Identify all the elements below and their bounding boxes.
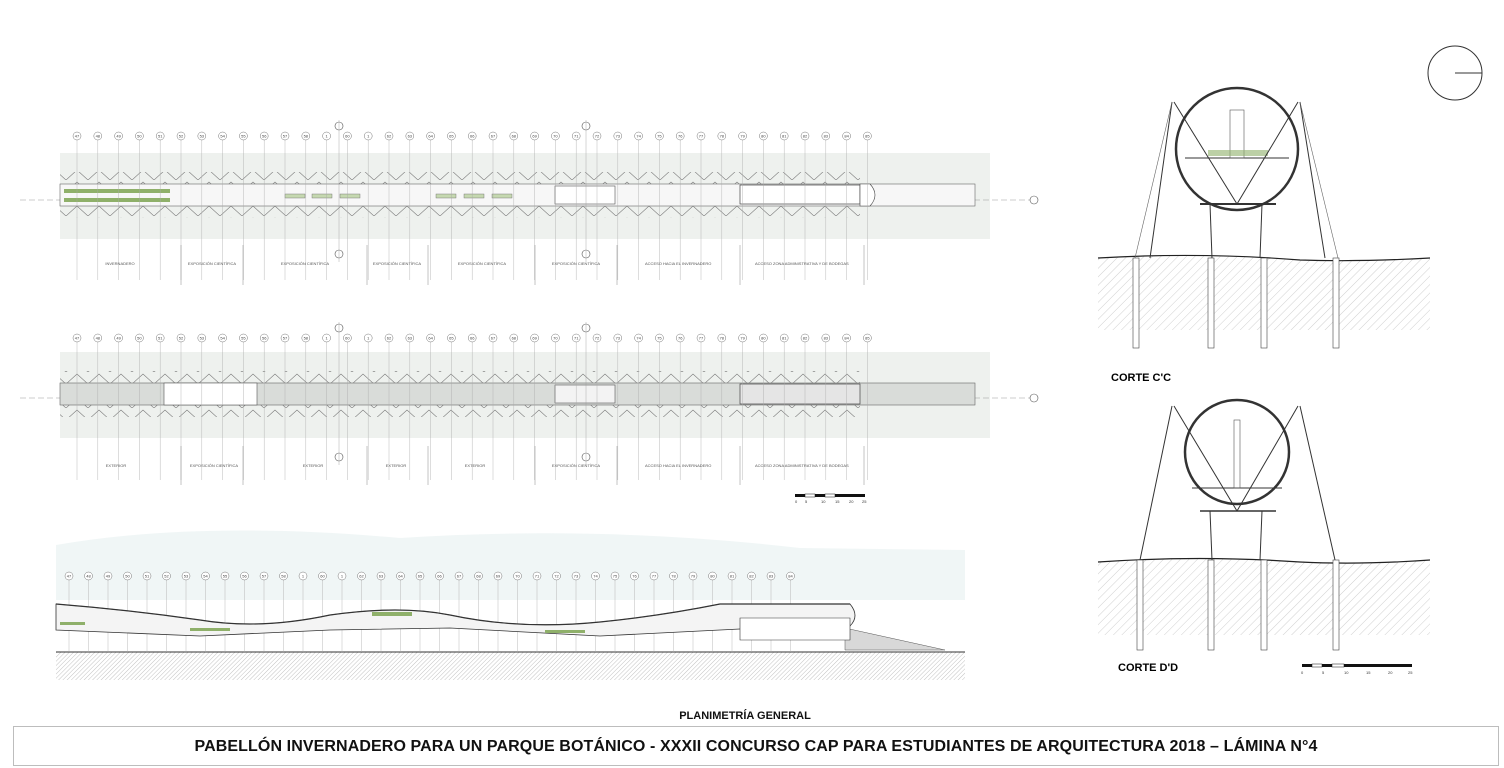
- plan2-zone-label: EXTERIOR: [105, 463, 127, 468]
- grid-axis-label: 80: [710, 573, 715, 579]
- grid-axis-label: 50: [137, 133, 142, 139]
- grid-axis-label: 53: [199, 335, 205, 341]
- grid-axis-label: 79: [740, 335, 745, 341]
- scale-bar: [1301, 664, 1413, 675]
- grid-axis-label: 62: [386, 133, 392, 139]
- grid-axis-label: 52: [164, 573, 169, 579]
- plan2-zone-label: ACCESO HACIA EL INVERNADERO: [645, 463, 712, 468]
- grid-axis-label: 50: [125, 573, 130, 579]
- grid-axis-label: 57: [261, 573, 267, 579]
- plan1-zone-label: ACCESO HACIA EL INVERNADERO: [645, 261, 712, 266]
- plan2-zone-label: EXPOSICIÓN CIENTÍFICA: [189, 463, 239, 468]
- grid-axis-label: 53: [183, 573, 189, 579]
- plan1-zone-label: ACCESO ZONA ADMINISTRATIVA Y DE BODEGAS: [755, 261, 849, 266]
- grid-axis-label: 72: [594, 335, 600, 341]
- grid-axis-label: 60: [320, 573, 325, 579]
- grid-axis-label: 68: [476, 573, 481, 579]
- svg-text:0: 0: [1301, 670, 1304, 675]
- grid-axis-label: 68: [511, 335, 517, 341]
- grid-axis-label: 80: [761, 335, 766, 341]
- grid-axis-label: 82: [802, 133, 808, 139]
- scale-bar: [795, 494, 867, 504]
- grid-axis-label: 55: [241, 133, 246, 139]
- svg-text:15: 15: [1366, 670, 1371, 675]
- grid-axis-label: 78: [719, 133, 725, 139]
- plan1-zone-label: EXPOSICIÓN CIENTÍFICA: [551, 261, 601, 266]
- grid-axis-label: 1: [367, 133, 370, 139]
- floor-plan-lower: [20, 322, 1038, 504]
- grid-axis-label: 52: [178, 133, 184, 139]
- grid-axis-label: 47: [66, 573, 72, 579]
- grid-axis-label: 77: [698, 133, 704, 139]
- grid-axis-label: 58: [303, 133, 309, 139]
- svg-text:25: 25: [862, 499, 867, 504]
- grid-axis-label: 1: [301, 573, 305, 579]
- grid-axis-label: 70: [515, 573, 520, 579]
- grid-axis-label: 76: [677, 335, 683, 341]
- grid-axis-label: 54: [220, 335, 225, 341]
- grid-axis-label: 57: [282, 133, 288, 139]
- grid-axis-label: 62: [359, 573, 364, 579]
- grid-axis-label: 67: [456, 573, 462, 579]
- grid-axis-label: 77: [651, 573, 657, 579]
- grid-axis-label: 70: [553, 335, 558, 341]
- longitudinal-elevation: [56, 530, 965, 680]
- grid-axis-label: 83: [768, 573, 774, 579]
- svg-text:20: 20: [849, 499, 854, 504]
- grid-axis-label: 67: [490, 335, 496, 341]
- plan1-zone-label: EXPOSICIÓN CIENTÍFICA: [457, 261, 507, 266]
- grid-axis-label: 56: [261, 335, 267, 341]
- plan2-zone-label: EXTERIOR: [385, 463, 407, 468]
- grid-axis-label: 64: [398, 573, 403, 579]
- grid-axis-label: 63: [407, 335, 413, 341]
- grid-axis-label: 57: [282, 335, 288, 341]
- grid-axis-label: 69: [532, 335, 537, 341]
- grid-axis-label: 66: [469, 133, 475, 139]
- grid-axis-label: 52: [178, 335, 184, 341]
- grid-axis-label: 58: [303, 335, 309, 341]
- grid-axis-label: 75: [657, 133, 662, 139]
- grid-axis-label: 75: [657, 335, 662, 341]
- grid-axis-label: 73: [573, 573, 579, 579]
- grid-axis-label: 71: [534, 573, 540, 579]
- grid-axis-label: 74: [636, 335, 641, 341]
- svg-text:10: 10: [1344, 670, 1349, 675]
- grid-axis-label: 65: [449, 133, 454, 139]
- plan1-zone-label: EXPOSICIÓN CIENTÍFICA: [187, 261, 237, 266]
- grid-axis-label: 56: [261, 133, 267, 139]
- grid-axis-label: 49: [105, 573, 111, 579]
- grid-axis-label: 68: [511, 133, 517, 139]
- grid-axis-label: 79: [740, 133, 745, 139]
- svg-text:10: 10: [821, 499, 826, 504]
- grid-axis-label: 84: [844, 335, 849, 341]
- grid-axis-label: 60: [345, 335, 350, 341]
- grid-axis-label: 66: [437, 573, 442, 579]
- section-cc-title: CORTE C'C: [1111, 372, 1172, 384]
- grid-axis-label: 49: [116, 335, 121, 341]
- sheet-title-box: [13, 726, 1499, 766]
- svg-text:5: 5: [805, 499, 808, 504]
- grid-axis-label: 63: [407, 133, 413, 139]
- grid-axis-label: 80: [761, 133, 766, 139]
- plan-title: PLANIMETRÍA GENERAL: [679, 710, 811, 722]
- grid-axis-label: 65: [449, 335, 454, 341]
- grid-axis-label: 50: [137, 335, 142, 341]
- grid-axis-label: 71: [573, 133, 579, 139]
- grid-axis-label: 78: [719, 335, 725, 341]
- grid-axis-label: 70: [553, 133, 558, 139]
- grid-axis-label: 75: [612, 573, 618, 579]
- grid-axis-label: 1: [340, 573, 344, 579]
- grid-axis-label: 51: [157, 335, 163, 341]
- grid-axis-label: 64: [428, 133, 433, 139]
- floor-plan-upper: [20, 120, 1038, 285]
- grid-axis-label: 48: [86, 573, 91, 579]
- grid-axis-label: 74: [636, 133, 641, 139]
- grid-axis-label: 76: [632, 573, 637, 579]
- svg-text:5: 5: [1322, 670, 1325, 675]
- grid-axis-label: 79: [690, 573, 696, 579]
- grid-axis-label: 85: [865, 133, 870, 139]
- grid-axis-label: 60: [345, 133, 350, 139]
- section-cc-drawing: [1098, 88, 1430, 348]
- grid-axis-label: 66: [469, 335, 475, 341]
- grid-axis-label: 77: [698, 335, 704, 341]
- grid-axis-label: 64: [428, 335, 433, 341]
- grid-axis-label: 73: [615, 133, 621, 139]
- grid-axis-label: 81: [729, 573, 735, 579]
- plan1-zone-label: EXPOSICIÓN CIENTÍFICA: [280, 261, 330, 266]
- grid-axis-label: 1: [325, 133, 328, 139]
- grid-axis-label: 69: [495, 573, 501, 579]
- grid-axis-label: 81: [781, 335, 787, 341]
- svg-text:0: 0: [795, 499, 798, 504]
- grid-axis-label: 72: [594, 133, 600, 139]
- grid-axis-label: 51: [157, 133, 163, 139]
- grid-axis-label: 82: [802, 335, 808, 341]
- plan1-zone-label: INVERNADERO: [105, 261, 135, 266]
- grid-axis-label: 48: [95, 133, 101, 139]
- grid-axis-label: 54: [220, 133, 225, 139]
- plan2-zone-label: ACCESO ZONA ADMINISTRATIVA Y DE BODEGAS: [755, 463, 849, 468]
- north-arrow-icon: [1428, 46, 1482, 100]
- plan2-zone-label: EXPOSICIÓN CIENTÍFICA: [551, 463, 601, 468]
- grid-axis-label: 55: [241, 335, 246, 341]
- svg-text:15: 15: [835, 499, 840, 504]
- plan2-zone-label: EXTERIOR: [302, 463, 324, 468]
- grid-axis-label: 56: [242, 573, 247, 579]
- grid-axis-label: 55: [222, 573, 228, 579]
- plan2-zone-label: EXTERIOR: [464, 463, 486, 468]
- svg-text:20: 20: [1388, 670, 1393, 675]
- grid-axis-label: 49: [116, 133, 121, 139]
- grid-axis-label: 54: [203, 573, 208, 579]
- grid-axis-label: 47: [74, 133, 80, 139]
- grid-axis-label: 73: [615, 335, 621, 341]
- plan1-zone-label: EXPOSICIÓN CIENTÍFICA: [372, 261, 422, 266]
- grid-axis-label: 67: [490, 133, 496, 139]
- grid-axis-label: 81: [781, 133, 787, 139]
- grid-axis-label: 65: [417, 573, 423, 579]
- grid-axis-label: 53: [199, 133, 205, 139]
- grid-axis-label: 84: [788, 573, 793, 579]
- grid-axis-label: 1: [367, 335, 370, 341]
- grid-axis-label: 71: [573, 335, 579, 341]
- grid-axis-label: 78: [671, 573, 676, 579]
- grid-axis-label: 1: [325, 335, 328, 341]
- grid-axis-label: 69: [532, 133, 537, 139]
- section-dd-title: CORTE D'D: [1118, 662, 1179, 674]
- grid-axis-label: 72: [554, 573, 559, 579]
- grid-axis-label: 85: [865, 335, 870, 341]
- grid-axis-label: 51: [144, 573, 150, 579]
- grid-axis-label: 74: [593, 573, 598, 579]
- grid-axis-label: 58: [281, 573, 286, 579]
- grid-axis-label: 84: [844, 133, 849, 139]
- grid-axis-label: 83: [823, 133, 829, 139]
- grid-axis-label: 83: [823, 335, 829, 341]
- grid-axis-label: 82: [749, 573, 754, 579]
- grid-axis-label: 47: [74, 335, 80, 341]
- section-dd-drawing: [1098, 400, 1430, 650]
- svg-text:25: 25: [1408, 670, 1413, 675]
- grid-axis-label: 62: [386, 335, 392, 341]
- sheet-title: PABELLÓN INVERNADERO PARA UN PARQUE BOTÁNICO - XXXII CONCURSO CAP PARA ESTUDIANTES DE ARQUITECTURA 2018 – LÁMINA N°4: [194, 738, 1318, 755]
- grid-axis-label: 48: [95, 335, 101, 341]
- grid-axis-label: 63: [378, 573, 384, 579]
- grid-axis-label: 76: [677, 133, 683, 139]
